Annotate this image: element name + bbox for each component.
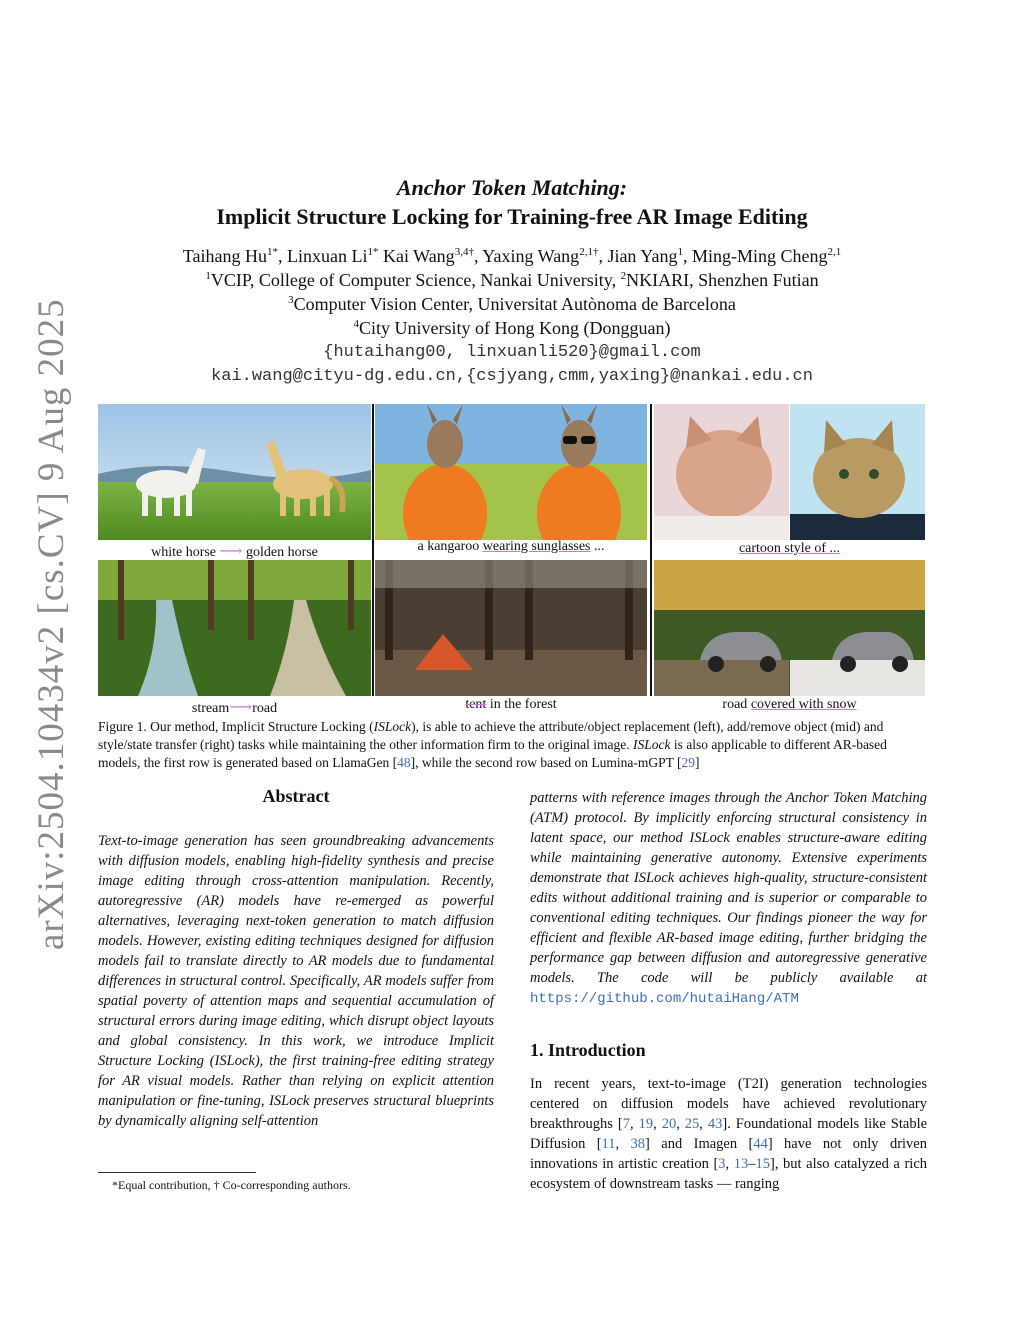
footnote: *Equal contribution, † Co-corresponding authors. xyxy=(112,1178,351,1192)
figure-divider xyxy=(650,404,652,696)
figure-caption: Figure 1. Our method, Implicit Structure Locking (ISLock), is able to achieve the attribute/object replacement (left), add/remove object (mid) and style/state transfer (right) tasks while maintaining the other information firm to the original image. ISLock is also applicable to different AR-based models, the first row is generated based on LlamaGen [48], while the second row based on Lumina-mGPT [29] xyxy=(98,719,887,770)
caption-tent: tent in the forest xyxy=(465,697,557,712)
citation-link[interactable]: 29 xyxy=(681,755,695,770)
author-name: Ming-Ming Cheng xyxy=(691,246,828,266)
author-name: Jian Yang xyxy=(607,246,678,266)
car-images xyxy=(654,560,925,696)
abstract-left-column: Text-to-image generation has seen groundbreaking advancements with diffusion models, enabling high-fidelity synthesis and precise image editing through cross-attention manipulation. Recently, autoregressive (AR) models have re-emerged as powerful alternatives, leveraging next-token generation to match diffusion models. However, existing editing techniques designed for diffusion models fail to translate directly to AR models due to fundamental differences in structural control. Specifically, AR models suffer from spatial poverty of attention maps and sequential accumulation of structural errors during image editing, which disrupt object layouts and global consistency. In this work, we introduce Implicit Structure Locking (ISLock), the first training-free editing strategy for AR visual models. Rather than relying on explicit attention manipulation or fine-tuning, ISLock preserves structural blueprints by dynamically aligning self-attention xyxy=(98,833,494,1129)
kangaroo-images xyxy=(375,404,647,540)
arxiv-side-label: arXiv:2504.10434v2 [cs.CV] 9 Aug 2025 xyxy=(31,298,72,950)
title-line-1: Anchor Token Matching: xyxy=(396,175,628,200)
citation-link[interactable]: 44 xyxy=(753,1136,768,1152)
abstract-right-column: patterns with reference images through the Anchor Token Matching (ATM) protocol. By implicitly enforcing structural consistency in latent space, our method ISLock enables structure-aware editing while maintaining generative autonomy. Extensive experiments demonstrate that ISLock achieves high-quality, structure-consistent edits without additional training and is superior or comparable to conventional editing techniques. Our findings pioneer the way for efficient and flexible AR-based image editing, further bridging the performance gap between diffusion and autoregressive generative models. The code will be publicly available at https://github.com/hutaiHang/ATM xyxy=(530,790,927,1007)
affiliation-4: $^4$City University of Hong Kong (Dongguan) xyxy=(353,318,671,338)
email-line-1: {hutaihang00, linxuanli520}@gmail.com xyxy=(323,343,701,362)
caption-stream: stream⟶road xyxy=(191,699,278,716)
horse-images xyxy=(98,404,371,540)
citation-link[interactable]: 15 xyxy=(755,1156,770,1172)
stream-images xyxy=(98,560,371,696)
author-name: Yaxing Wang xyxy=(482,246,580,266)
title-line-2: Implicit Structure Locking for Training-free AR Image Editing xyxy=(216,204,808,229)
citation-link[interactable]: 11 xyxy=(601,1136,616,1152)
figure-divider xyxy=(372,404,374,696)
citation-link[interactable]: 19 xyxy=(638,1116,654,1132)
section-heading-introduction: 1. Introduction xyxy=(530,1040,646,1060)
citation-link[interactable]: 7 xyxy=(622,1116,630,1132)
citation-link[interactable]: 25 xyxy=(684,1116,700,1132)
affiliation-3: $^3$Computer Vision Center, Universitat Autònoma de Barcelona xyxy=(288,294,736,314)
caption-horse: white horse ⟶ golden horse xyxy=(151,543,318,560)
introduction-paragraph: In recent years, text-to-image (T2I) generation technologies centered on diffusion models have achieved revolutionary breakthroughs [7, 19, 20, 25, 43]. Foundational models like Stable Diffusion [11, 38] and Imagen [44] have not only driven innovations in artistic creation [3, 13–15], but also catalyzed a rich ecosystem of downstream tasks — ranging xyxy=(530,1076,928,1192)
citation-link[interactable]: 43 xyxy=(707,1116,723,1132)
citation-link[interactable]: 38 xyxy=(630,1136,646,1152)
cat-images xyxy=(654,404,925,540)
citation-link[interactable]: 3 xyxy=(718,1156,726,1172)
caption-road: road covered with snow xyxy=(722,697,857,712)
author-name: Linxuan Li xyxy=(287,246,368,266)
footnote-rule xyxy=(98,1172,256,1173)
caption-cat: cartoon style of ... xyxy=(738,541,841,556)
code-link[interactable]: https://github.com/hutaiHang/ATM xyxy=(530,991,799,1007)
citation-link[interactable]: 48 xyxy=(397,755,411,770)
author-name: Taihang Hu xyxy=(182,246,267,266)
email-line-2: kai.wang@cityu-dg.edu.cn,{csjyang,cmm,yaxing}@nankai.edu.cn xyxy=(211,367,813,386)
author-list: Taihang $Hu^{1*}$, Linxuan $Li^{1*}$ Kai Wang$^{3,4\dagger}$, Yaxing Wang$^{2,1\dagger}$, Jian Yang$^1$, Ming-Ming Cheng$^{2,1}$ xyxy=(182,246,842,266)
caption-kangaroo: a kangaroo wearing sunglasses ... xyxy=(417,539,605,554)
affiliation-1-2: $^1$VCIP, College of Computer Science, Nankai University, $^2$NKIARI, Shenzhen Futian xyxy=(205,270,819,290)
citation-link[interactable]: 13 xyxy=(733,1156,749,1172)
author-name: Kai Wang xyxy=(382,246,455,266)
abstract-heading: Abstract xyxy=(262,786,330,806)
citation-link[interactable]: 20 xyxy=(661,1116,677,1132)
tent-images xyxy=(375,560,647,696)
